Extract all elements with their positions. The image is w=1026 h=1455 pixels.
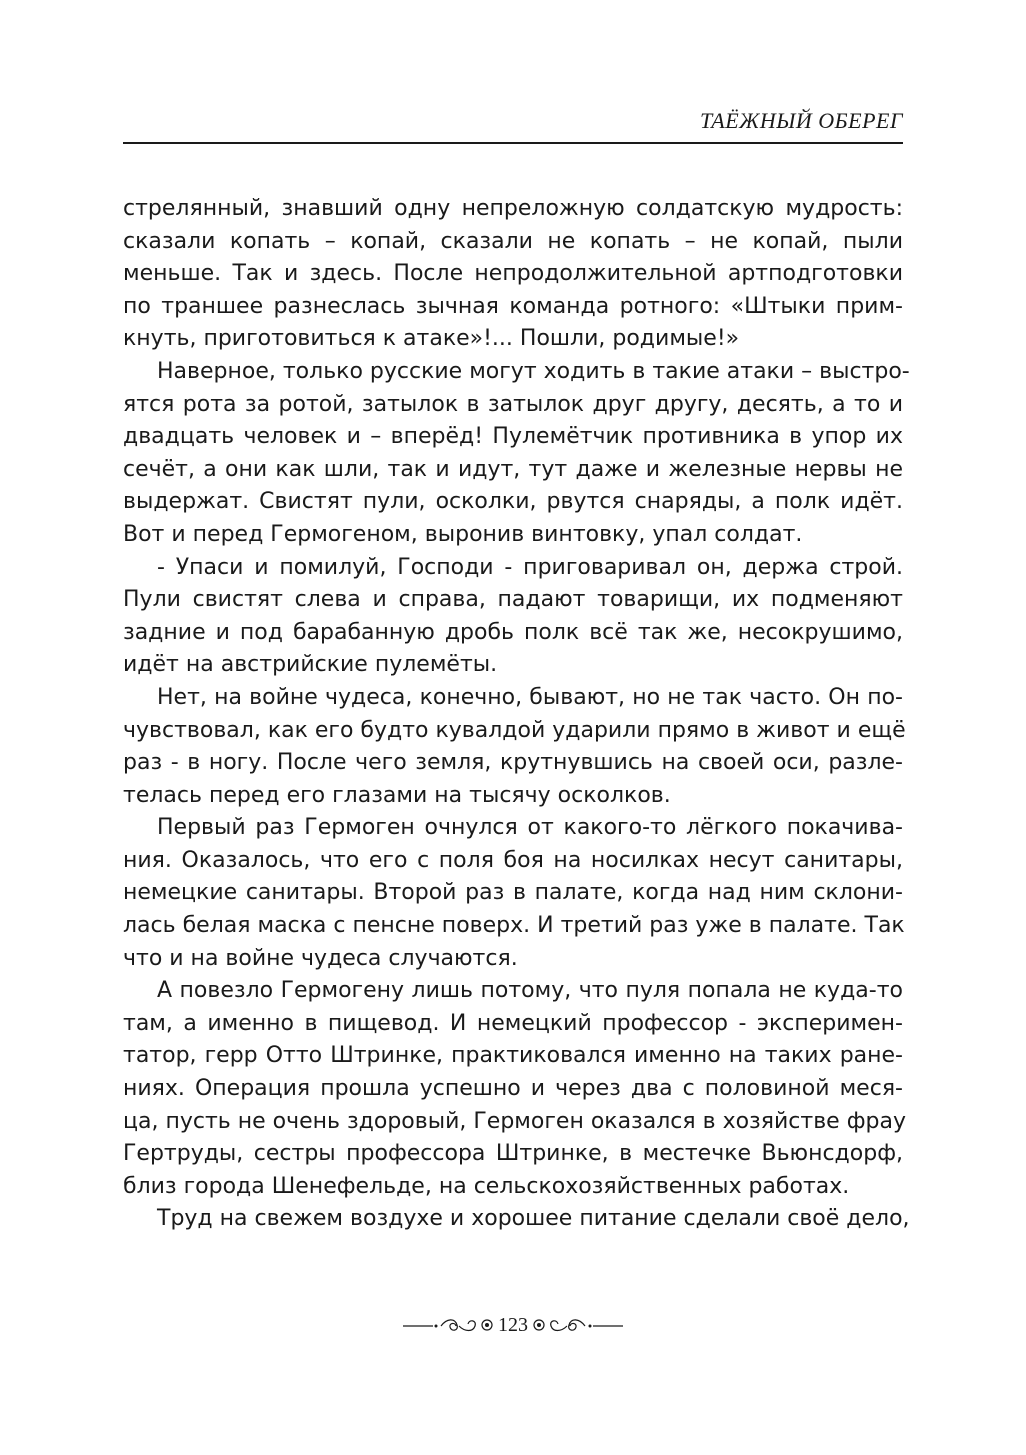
text-line: Нет, на войне чудеса, конечно, бывают, но не так часто. Он по- xyxy=(157,684,903,710)
text-line: немецкие санитары. Второй раз в палате, когда над ним склони- xyxy=(123,880,903,906)
text-line: Наверное, только русские могут ходить в такие атаки – выстро- xyxy=(157,358,910,384)
text-line: Гертруды, сестры профессора Штринке, в местечке Вьюнсдорф, xyxy=(123,1141,903,1167)
text-line: ния. Оказалось, что его с поля боя на носилках несут санитары, xyxy=(123,847,903,873)
page-number: 123 xyxy=(498,1313,528,1336)
text-line: кнуть, приготовиться к атаке»!... Пошли, родимые!» xyxy=(123,326,740,352)
text-line: Вот и перед Гермогеном, выронив винтовку, упал солдат. xyxy=(123,521,803,547)
text-line: Первый раз Гермоген очнулся от какого-то лёгкого покачива- xyxy=(157,815,903,841)
text-line: по траншее разнеслась зычная команда ротного: «Штыки прим- xyxy=(123,293,903,319)
text-line: татор, герр Отто Штринке, практиковался именно на таких ране- xyxy=(123,1043,903,1069)
text-line: сказали копать – копай, сказали не копать – не копай, пыли xyxy=(123,228,903,254)
header-rule xyxy=(123,142,903,144)
text-line: стрелянный, знавший одну непреложную солдатскую мудрость: xyxy=(123,196,903,221)
text-line: Труд на свежем воздухе и хорошее питание сделали своё дело, xyxy=(157,1206,910,1232)
left-ornament-icon xyxy=(403,1315,495,1335)
right-ornament-icon xyxy=(531,1315,623,1335)
text-line: ца, пусть не очень здоровый, Гермоген оказался в хозяйстве фрау xyxy=(123,1108,906,1134)
text-line: сечёт, а они как шли, так и идут, тут даже и железные нервы не xyxy=(123,456,903,482)
text-line: телась перед его глазами на тысячу осколков. xyxy=(123,782,671,808)
text-line: - Упаси и помилуй, Господи - приговаривал он, держа строй. xyxy=(157,554,903,580)
text-line: ятся рота за ротой, затылок в затылок друг другу, десять, а то и xyxy=(123,391,903,417)
text-line: идёт на австрийские пулемёты. xyxy=(123,652,498,678)
text-line: двадцать человек и – вперёд! Пулемётчик противника в упор их xyxy=(123,424,903,450)
text-line: там, а именно в пищевод. И немецкий профессор - эксперимен- xyxy=(123,1010,903,1036)
text-line: Пули свистят слева и справа, падают товарищи, их подменяют xyxy=(123,587,903,613)
page-footer xyxy=(0,1310,1026,1340)
text-line: чувствовал, как его будто кувалдой ударили прямо в живот и ещё xyxy=(123,717,906,743)
text-line: близ города Шенефельде, на сельскохозяйственных работах. xyxy=(123,1173,850,1199)
body-text xyxy=(123,193,910,1236)
running-header: ТАЁЖНЫЙ ОБЕРЕГ xyxy=(699,108,903,133)
text-line: задние и под барабанную дробь полк всё так же, несокрушимо, xyxy=(123,619,903,645)
text-line: ниях. Операция прошла успешно и через два с половиной меся- xyxy=(123,1076,903,1102)
text-line: выдержат. Свистят пули, осколки, рвутся снаряды, а полк идёт. xyxy=(123,489,903,515)
text-line: раз - в ногу. После чего земля, крутнувшись на своей оси, разле- xyxy=(123,750,903,776)
text-line: А повезло Гермогену лишь потому, что пуля попала не куда-то xyxy=(157,978,903,1004)
text-line: лась белая маска с пенсне поверх. И третий раз уже в палате. Так xyxy=(123,913,905,939)
text-line: меньше. Так и здесь. После непродолжительной артподготовки xyxy=(123,261,903,287)
text-line: что и на войне чудеса случаются. xyxy=(123,945,518,971)
